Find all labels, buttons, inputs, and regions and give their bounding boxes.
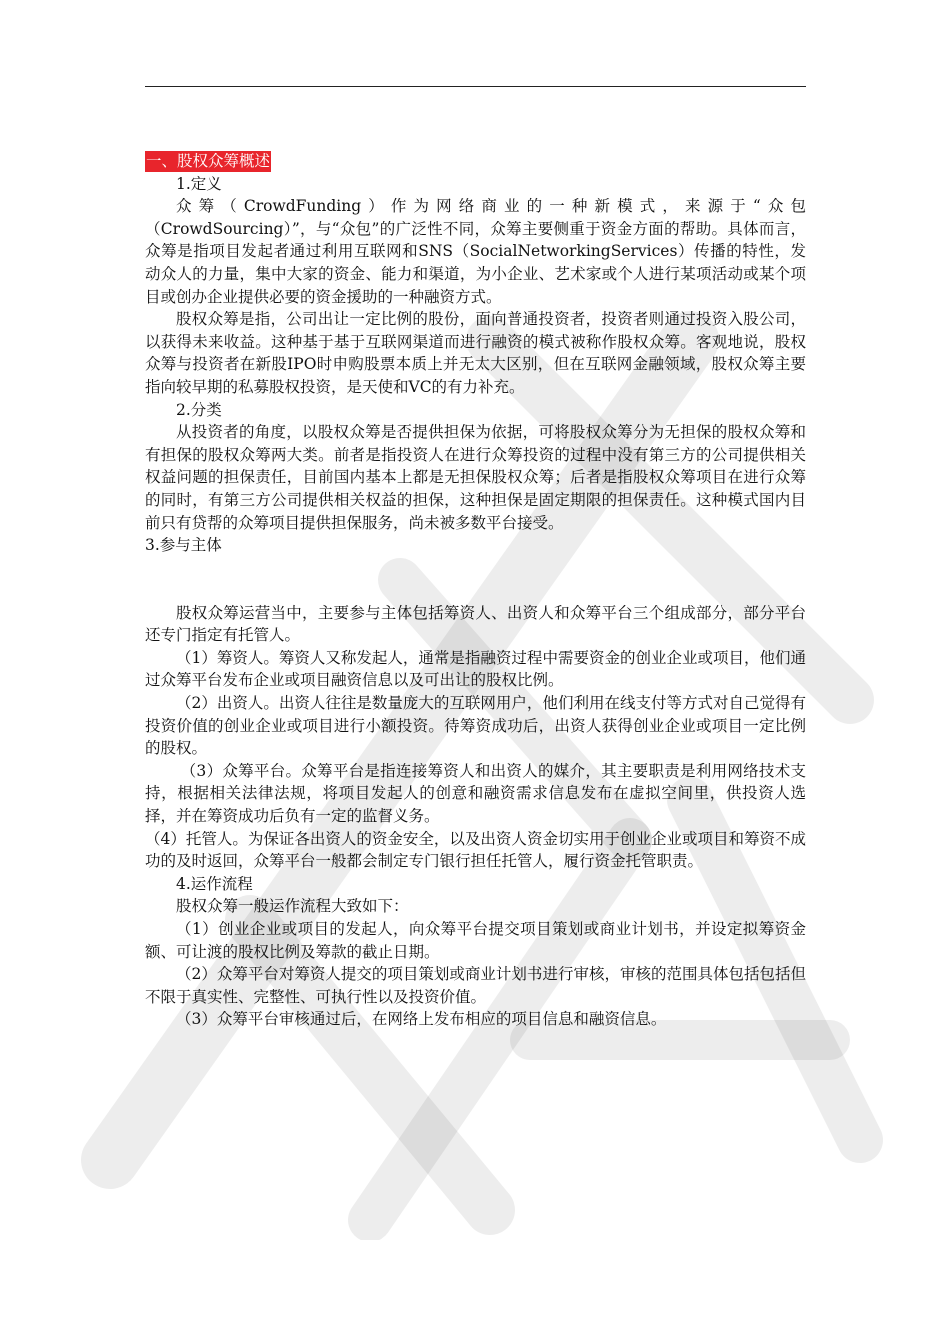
heading-participants: 3.参与主体 bbox=[145, 536, 222, 555]
list-item: （3）众筹平台。众筹平台是指连接筹资人和出资人的媒介，其主要职责是利用网络技术支持，根据相关法律法规，将项目发起人的创意和融资需求信息发布在虚拟空间里，供投资人选择，并在筹资成功后负有一定的监督义务。 bbox=[145, 761, 806, 826]
header-rule bbox=[145, 86, 806, 87]
heading-process: 4.运作流程 bbox=[176, 874, 253, 893]
list-item: （3）众筹平台审核通过后，在网络上发布相应的项目信息和融资信息。 bbox=[176, 1010, 667, 1029]
heading-classification: 2.分类 bbox=[176, 400, 222, 419]
list-item: （1）筹资人。筹资人又称发起人，通常是指融资过程中需要资金的创业企业或项目，他们通过众筹平台发布企业或项目融资信息以及可出让的股权比例。 bbox=[145, 648, 806, 690]
paragraph: 股权众筹是指，公司出让一定比例的股份，面向普通投资者，投资者则通过投资入股公司，以获得未来收益。这种基于基于互联网渠道而进行融资的模式被称作股权众筹。客观地说，股权众筹与投资者在新股IPO时申购股票本质上并无太大区别，但在互联网金融领域，股权众筹主要指向较早期的私募股权投资，是天使和VC的有力补充。 bbox=[145, 310, 806, 396]
section-title: 一、股权众筹概述 bbox=[146, 152, 271, 170]
paragraph: 众筹（CrowdFunding）作为网络商业的一种新模式，来源于“众包（CrowdSourcing）”，与“众包”的广泛性不同，众筹主要侧重于资金方面的帮助。具体而言，众筹是指项目发起者通过利用互联网和SNS（SocialNetworkingServices）传播的特性，发动众人的力量，集中大家的资金、能力和渠道，为小企业、艺术家或个人进行某项活动或某个项目或创办企业提供必要的资金援助的一种融资方式。 bbox=[145, 197, 806, 306]
paragraph: 从投资者的角度，以股权众筹是否提供担保为依据，可将股权众筹分为无担保的股权众筹和有担保的股权众筹两大类。前者是指投资人在进行众筹投资的过程中没有第三方的公司提供相关权益问题的担保责任，目前国内基本上都是无担保股权众筹；后者是指股权众筹项目在进行众筹的同时，有第三方公司提供相关权益的担保，这种担保是固定期限的担保责任。这种模式国内目前只有贷帮的众筹项目提供担保服务，尚未被多数平台接受。 bbox=[145, 423, 806, 532]
document-body bbox=[145, 150, 806, 1031]
heading-definition: 1.定义 bbox=[176, 174, 222, 193]
list-item: （1）创业企业或项目的发起人，向众筹平台提交项目策划或商业计划书，并设定拟筹资金额、可让渡的股权比例及筹款的截止日期。 bbox=[145, 920, 806, 961]
list-item: （2）众筹平台对筹资人提交的项目策划或商业计划书进行审核，审核的范围具体包括包括但不限于真实性、完整性、可执行性以及投资价值。 bbox=[145, 965, 806, 1006]
list-item: （4）托管人。为保证各出资人的资金安全，以及出资人资金切实用于创业企业或项目和筹资不成功的及时返回，众筹平台一般都会制定专门银行担任托管人，履行资金托管职责。 bbox=[145, 829, 806, 871]
paragraph: 股权众筹运营当中，主要参与主体包括筹资人、出资人和众筹平台三个组成部分，部分平台还专门指定有托管人。 bbox=[145, 603, 806, 645]
paragraph: 股权众筹一般运作流程大致如下： bbox=[176, 897, 409, 916]
list-item: （2）出资人。出资人往往是数量庞大的互联网用户，他们利用在线支付等方式对自己觉得有投资价值的创业企业或项目进行小额投资。待筹资成功后，出资人获得创业企业或项目一定比例的股权。 bbox=[145, 694, 806, 758]
